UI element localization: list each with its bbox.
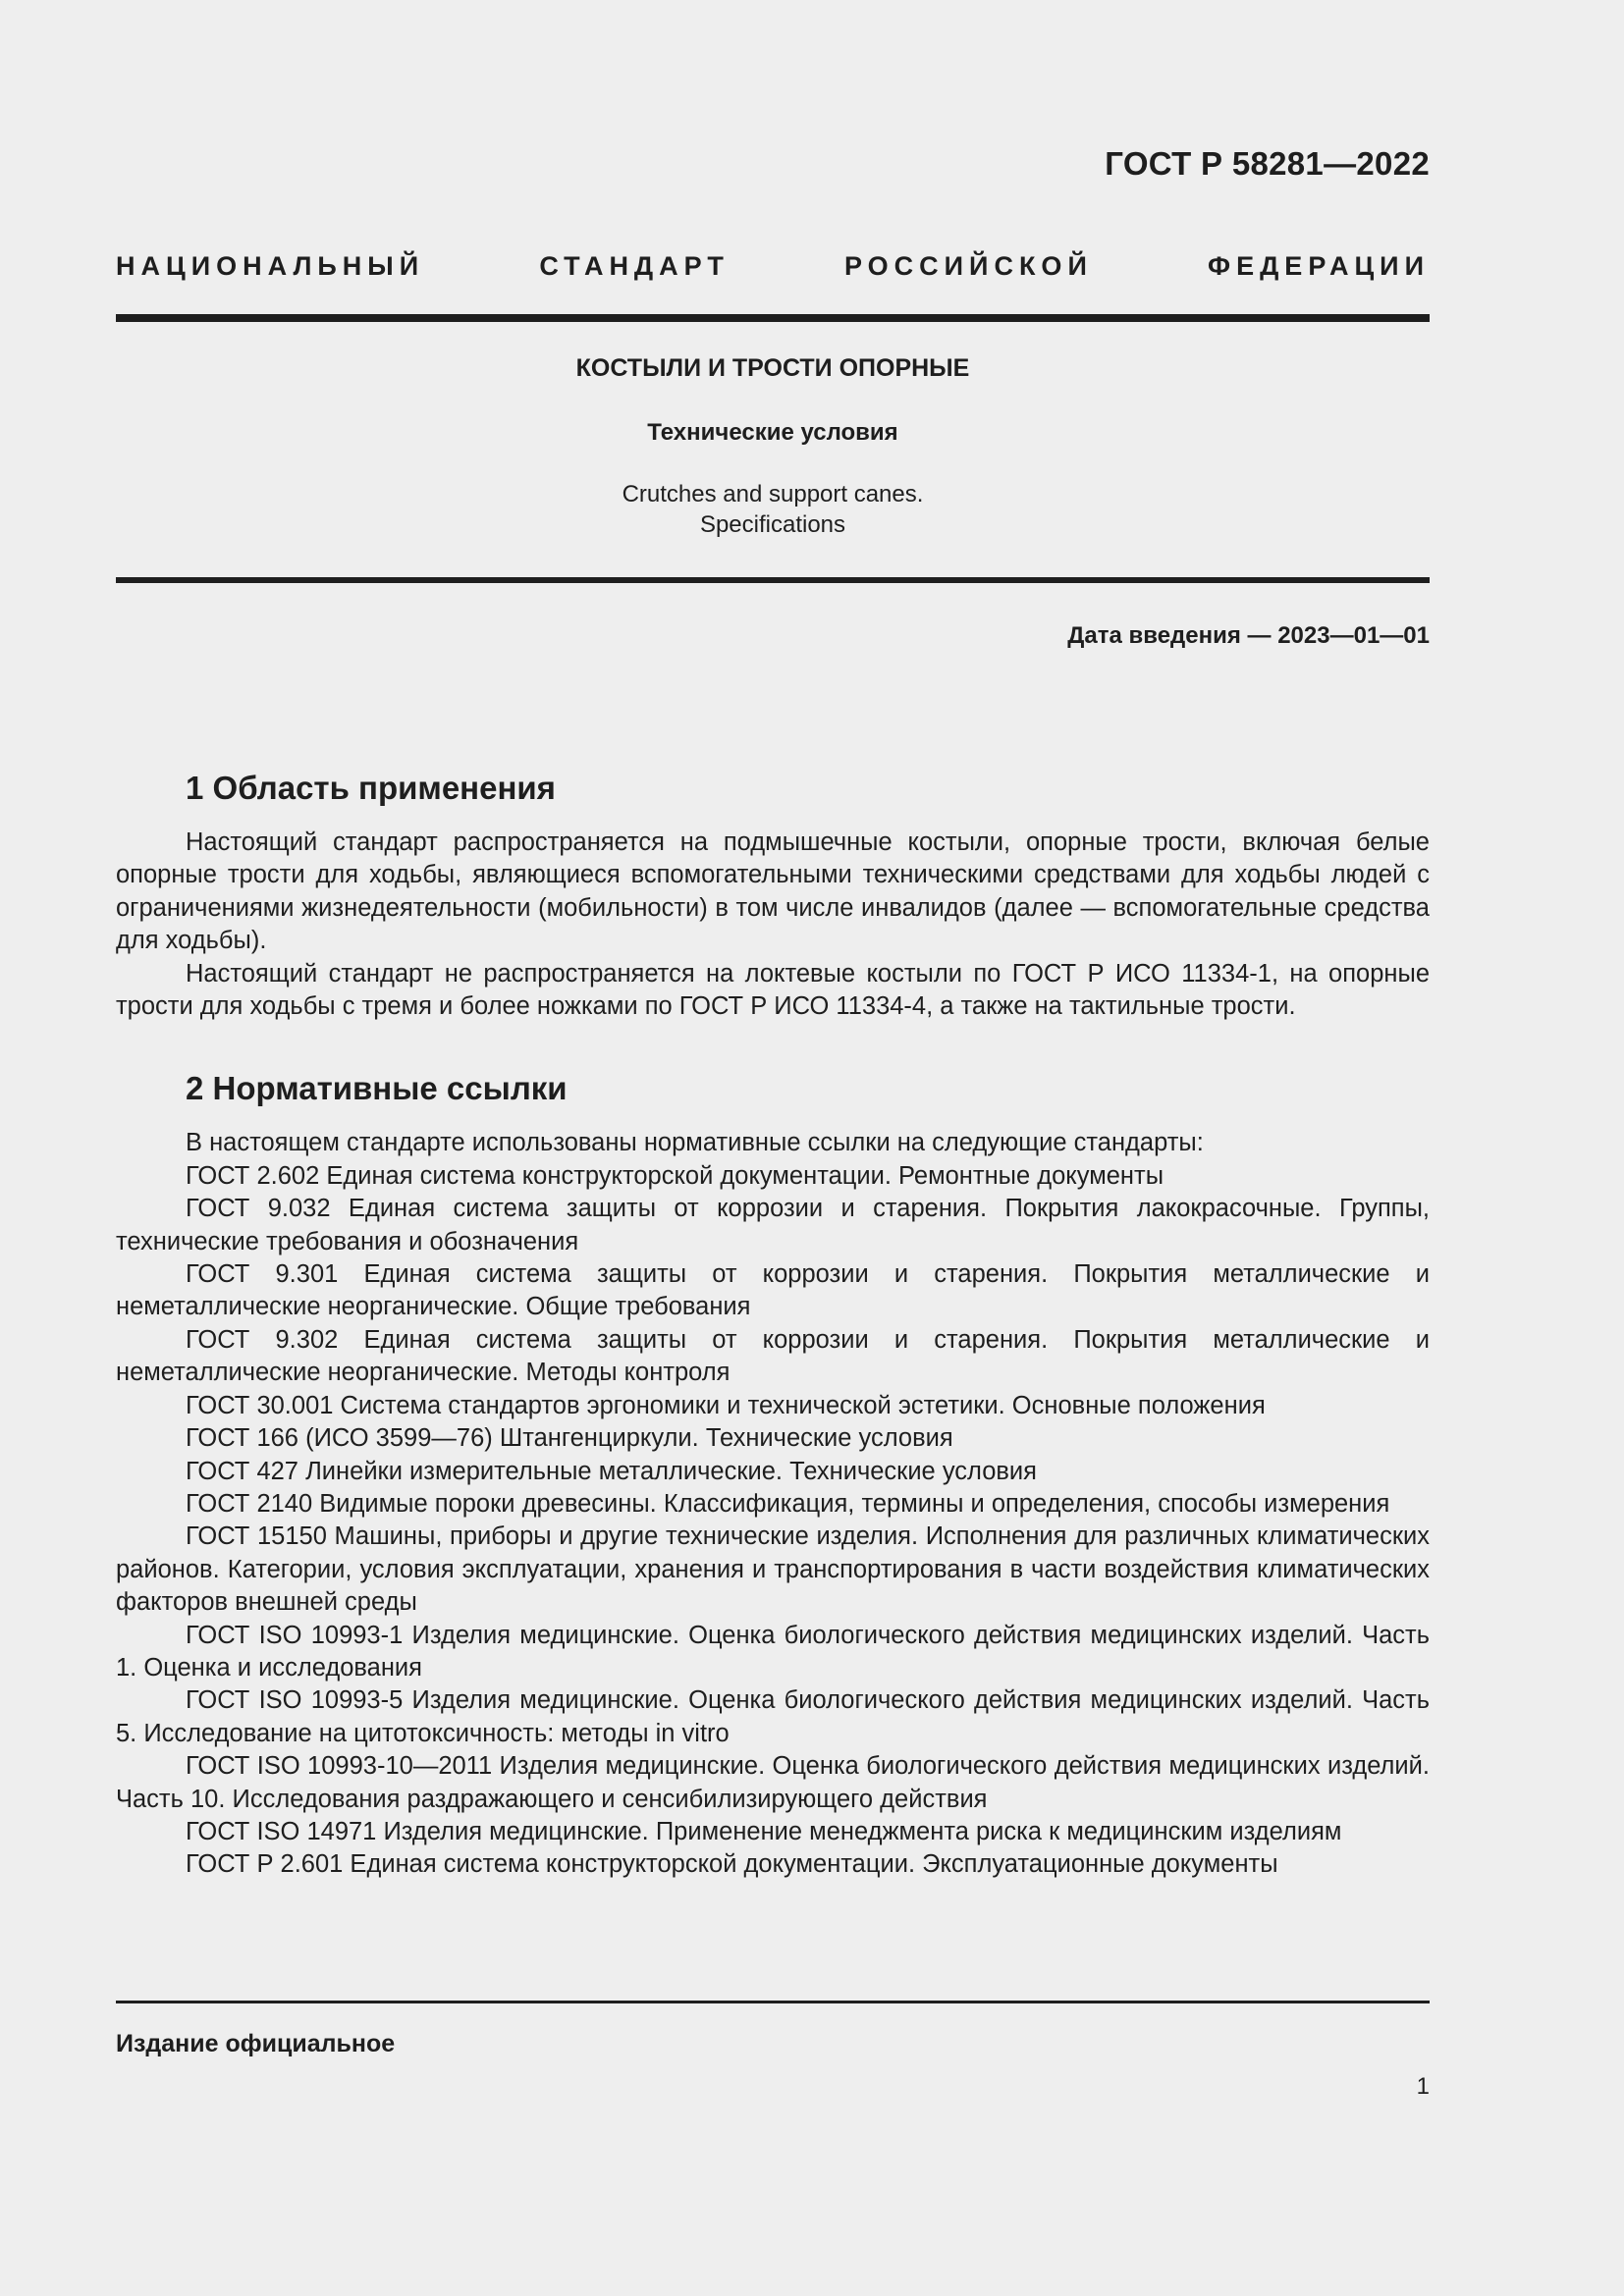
document-title: КОСТЫЛИ И ТРОСТИ ОПОРНЫЕ xyxy=(575,354,970,382)
page-number: 1 xyxy=(1416,2073,1430,2100)
reference-item: ГОСТ 2140 Видимые пороки древесины. Классификация, термины и определения, способы измерения xyxy=(186,1489,1390,1518)
national-standard-banner: НАЦИОНАЛЬНЫЙ СТАНДАРТ РОССИЙСКОЙ ФЕДЕРАЦИИ xyxy=(116,251,1430,281)
english-title-line2: Specifications xyxy=(699,511,846,538)
reference-item: ГОСТ 9.032 Единая система защиты от коррозии и старения. Покрытия лакокрасочные. Группы, технические требования и обозначения xyxy=(116,1195,1430,1255)
reference-item: ГОСТ ISO 10993-10—2011 Изделия медицинские. Оценка биологического действия медицинских изделий. Часть 10. Исследования раздражающего и сенсибилизирующего действия xyxy=(116,1752,1430,1813)
reference-item: ГОСТ ISO 10993-1 Изделия медицинские. Оценка биологического действия медицинских изделий. Часть 1. Оценка и исследования xyxy=(116,1621,1430,1682)
reference-item: ГОСТ 427 Линейки измерительные металлические. Технические условия xyxy=(186,1457,1037,1485)
section-scope-body xyxy=(116,827,1430,1023)
reference-item: ГОСТ Р 2.601 Единая система конструкторской документации. Эксплуатационные документы xyxy=(186,1850,1278,1879)
paragraph: Настоящий стандарт не распространяется на локтевые костыли по ГОСТ Р ИСО 11334-1, на опорные трости для ходьбы с тремя и более ножками по ГОСТ Р ИСО 11334-4, а также на тактильные трости. xyxy=(116,959,1430,1021)
english-title xyxy=(116,479,1430,540)
reference-item: ГОСТ 166 (ИСО 3599—76) Штангенциркули. Технические условия xyxy=(186,1424,953,1453)
introduction-date: Дата введения — 2023—01—01 xyxy=(1067,622,1430,649)
document-page xyxy=(116,0,1430,2296)
section-heading-references: 2 Нормативные ссылки xyxy=(186,1070,568,1107)
reference-item: ГОСТ ISO 14971 Изделия медицинские. Применение менеджмента риска к медицинским изделиям xyxy=(186,1817,1342,1845)
paragraph: Настоящий стандарт распространяется на подмышечные костыли, опорные трости, включая белые опорные трости для ходьбы, являющиеся вспомогательными техническими средствами для ходьбы людей с ограничениями жизнедеятельности (мобильности) в том числе инвалидов (далее — вспомогательные средства для ходьбы). xyxy=(116,828,1430,955)
document-body xyxy=(116,764,1430,1882)
reference-item: ГОСТ 30.001 Система стандартов эргономики и технической эстетики. Основные положения xyxy=(186,1391,1266,1419)
reference-item: ГОСТ 15150 Машины, приборы и другие технические изделия. Исполнения для различных климатических районов. Категории, условия эксплуатации, хранения и транспортирования в части воздействия климатических факторов внешней среды xyxy=(116,1522,1430,1617)
paragraph: В настоящем стандарте использованы нормативные ссылки на следующие стандарты: xyxy=(186,1129,1204,1157)
reference-item: ГОСТ ISO 10993-5 Изделия медицинские. Оценка биологического действия медицинских изделий. Часть 5. Исследование на цитотоксичность: методы in vitro xyxy=(116,1686,1430,1747)
footer-rule xyxy=(116,2001,1430,2003)
section-references-body xyxy=(116,1127,1430,1881)
document-subtitle: Технические условия xyxy=(647,419,898,446)
reference-item: ГОСТ 9.301 Единая система защиты от коррозии и старения. Покрытия металлические и неметаллические неорганические. Общие требования xyxy=(116,1260,1430,1321)
reference-item: ГОСТ 2.602 Единая система конструкторской документации. Ремонтные документы xyxy=(186,1161,1164,1190)
title-rule xyxy=(116,577,1430,583)
official-edition-label: Издание официальное xyxy=(116,2030,396,2057)
section-heading-scope: 1 Область применения xyxy=(186,770,556,806)
english-title-line1: Crutches and support canes. xyxy=(622,481,924,507)
top-rule xyxy=(116,314,1430,322)
reference-item: ГОСТ 9.302 Единая система защиты от коррозии и старения. Покрытия металлические и неметаллические неорганические. Методы контроля xyxy=(116,1325,1430,1387)
document-code: ГОСТ Р 58281—2022 xyxy=(1105,145,1430,182)
